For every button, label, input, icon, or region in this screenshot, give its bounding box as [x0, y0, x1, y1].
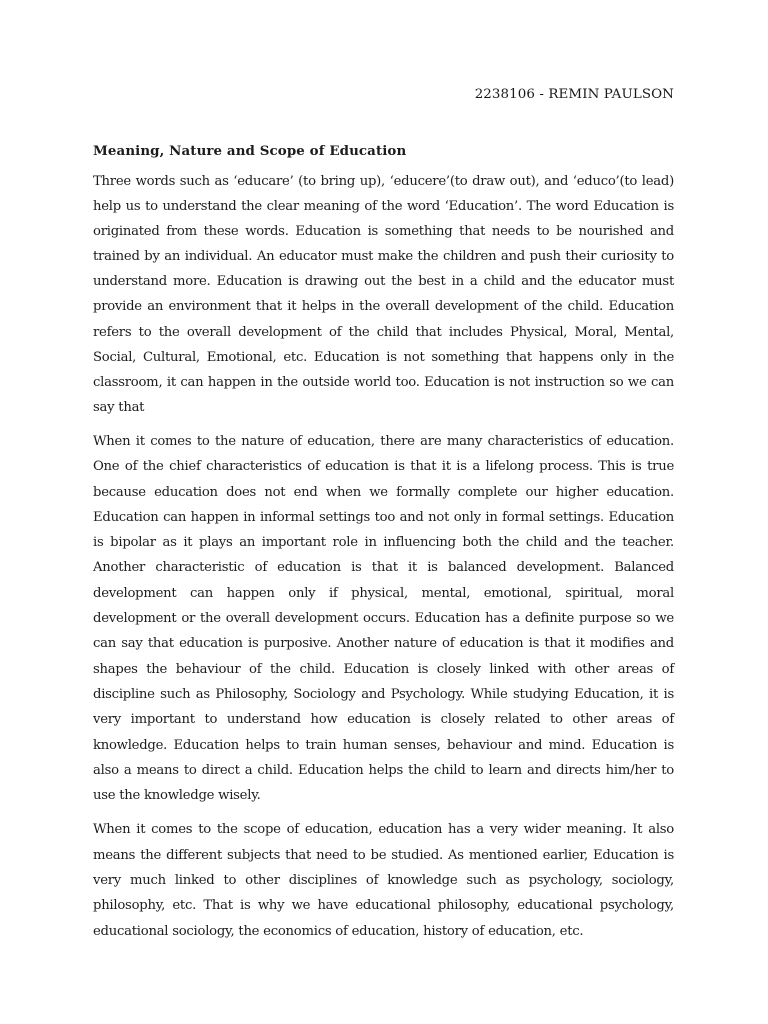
paragraph-meaning: Three words such as ‘educare’ (to bring up), ‘educere’(to draw out), and ‘educo’(to lead) help us to understand the clear meaning of the word ‘Education’. The word Education is originated from these words. Education is something that needs to be nourished and trained by an individual. An educator must make the children and push their curiosity to understand more. Education is drawing out the best in a child and the educator must provide an environment that it helps in the overall development of the child. Education refers to the overall development of the child that includes Physical, Moral, Mental, Social, Cultural, Emotional, etc. Education is not something that happens only in the classroom, it can happen in the outside world too. Education is not instruction so we can say that	[93, 174, 674, 415]
paragraph-scope: When it comes to the scope of education, education has a very wider meaning. It also means the different subjects that need to be studied. As mentioned earlier, Education is very much linked to other disciplines of knowledge such as psychology, sociology, philosophy, etc. That is why we have educational philosophy, educational psychology, educational sociology, the economics of education, history of education, etc.	[93, 822, 674, 939]
paragraph-nature: When it comes to the nature of education, there are many characteristics of education. One of the chief characteristics of education is that it is a lifelong process. This is true because education does not end when we formally complete our higher education. Education can happen in informal settings too and not only in formal settings. Education is bipolar as it plays an important role in influencing both the child and the teacher. Another characteristic of education is that it is balanced development. Balanced development can happen only if physical, mental, emotional, spiritual, moral development or the overall development occurs. Education has a definite purpose so we can say that education is purposive. Another nature of education is that it modifies and shapes the behaviour of the child. Education is closely linked with other areas of discipline such as Philosophy, Sociology and Psychology. While studying Education, it is very important to understand how education is closely related to other areas of knowledge. Education helps to train human senses, behaviour and mind. Education is also a means to direct a child. Education helps the child to learn and directs him/her to use the knowledge wisely.	[93, 433, 674, 804]
author-header: 2238106 - REMIN PAULSON	[474, 87, 674, 102]
document-title: Meaning, Nature and Scope of Education	[93, 143, 407, 159]
document-body	[93, 141, 674, 953]
